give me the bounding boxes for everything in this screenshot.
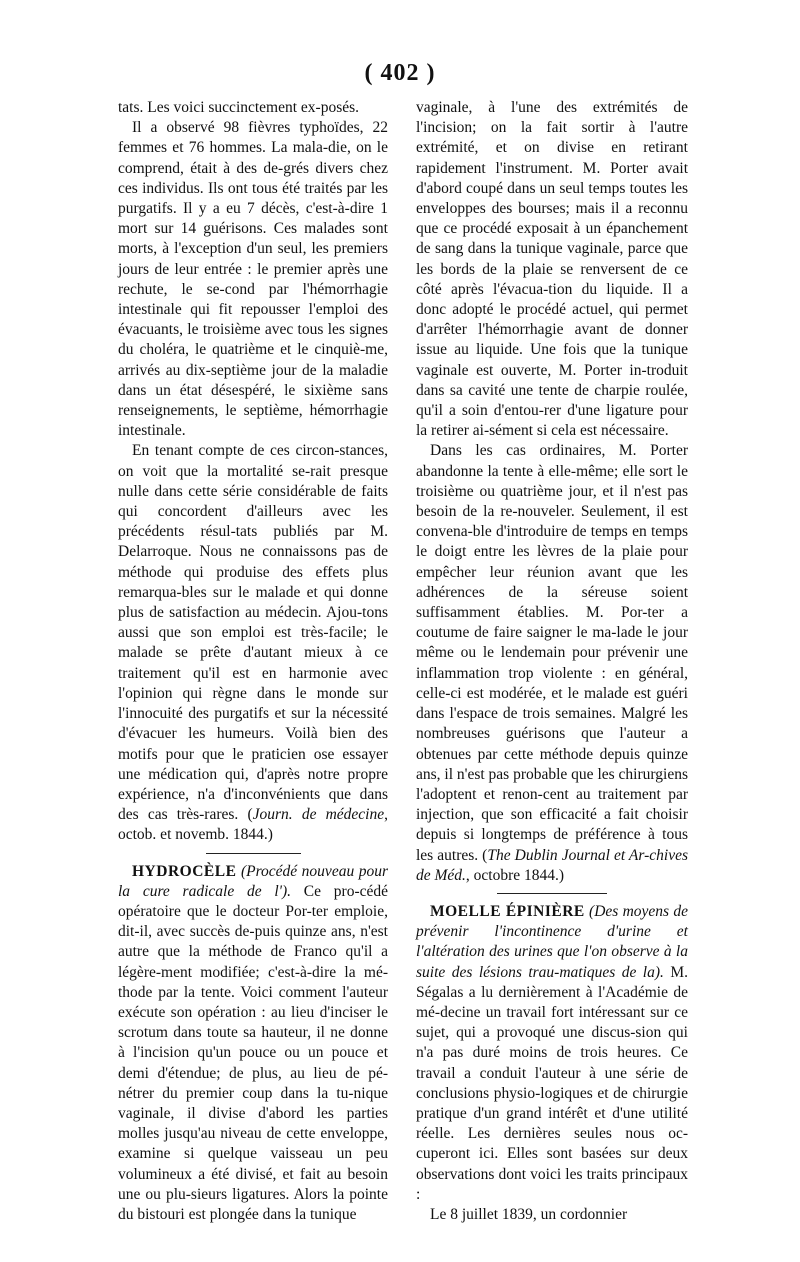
paragraph	[118, 441, 388, 845]
paragraph	[118, 862, 388, 1226]
paragraph-text: Dans les cas ordinaires, M. Porter abandonne la tente à elle-même; elle sort le troisième ou quatrième jour, et il n'est pas besoin de la re-nouveler. Seulement, il est convena-ble d'introduire de temps en temps le doigt entre les lèvres de la plaie pour empêcher leur réunion avant que les adhérences de la séreuse soient suffisamment établies. M. Por-ter a coutume de faire saigner le ma-lade le jour même ou le lendemain pour prévenir une inflammation trop violente : en général, celle-ci est modérée, et le malade est guéri dans l'espace de trois semaines. Malgré les nombreuses guérisons que l'auteur a obtenues par cette méthode depuis quinze ans, il n'est pas probable que les chirurgiens l'adoptent et renon-cent au traitement par injection, que son efficacité a fait choisir depuis si longtemps de préférence à tous les autres. (	[416, 442, 688, 864]
section-title: HYDROCÈLE	[132, 862, 237, 880]
section-title: MOELLE ÉPINIÈRE	[430, 902, 585, 920]
left-column	[118, 98, 388, 1225]
paragraph	[416, 902, 688, 1205]
paragraph	[416, 441, 688, 885]
paragraph-text: M. Ségalas a lu dernièrement à l'Académie de mé-decine un travail fort intéressant sur ce sujet, qui a provoqué une discus-sion qui n'a pas duré moins de trois heures. Ce travail a conduit l'auteur à une série de conclusions physio-logiques et de chirurgie pratique d'un grand intérêt et d'une utilité réelle. Les dernières seules nous oc-cuperont ici. Elles sont basées sur deux observations dont voici les traits principaux :	[416, 963, 689, 1203]
paragraph: tats. Les voici succinctement ex-posés.	[118, 99, 360, 116]
paragraph: vaginale, à l'une des extrémités de l'incision; on la fait sortir à l'autre extrémité, et on divise en retirant rapidement l'instrument. M. Porter avait d'abord coupé dans un seul temps toutes les enveloppes des bourses; mais il a reconnu que ce procédé exposait à un épanchement de sang dans la tunique vaginale, parce que les bords de la plaie se renversent de ce côté après l'évacua-tion du liquide. Il a donc adopté le procédé actuel, qui permet d'arrêter l'hémorrhagie avant de donner issue au liquide. Une fois que la tunique vaginale est ouverte, M. Porter in-troduit dans sa cavité une tente de charpie roulée, qu'il a soin d'entou-rer d'une ligature pour la retirer ai-sément si cela est nécessaire.	[416, 99, 688, 440]
citation-date: , octob. et novemb. 1844.)	[118, 806, 388, 844]
source-citation: Journ. de médecine	[252, 806, 385, 824]
page-number: ( 402 )	[364, 60, 436, 86]
citation-date: , octobre 1844.)	[465, 866, 565, 884]
paragraph-text: En tenant compte de ces circon-stances, on voit que la mortalité se-rait presque nulle dans cette série considérable de faits qui concordent d'ailleurs avec les précédents résul-tats publiés par M. Delarroque. Nous ne connaissons pas de méthode qui produise des effets plus remarqua-bles sur le malade et qui donne plus de satisfaction au médecin. Ajou-tons aussi que son emploi est très-facile; le malade se prête d'autant mieux à ce traitement qu'il est en harmonie avec l'opinion qui règne dans le monde sur l'innocuité des purgatifs et sur la nécessité d'évacuer les humeurs. Voilà bien des motifs pour que le praticien ose essayer une médication qui, d'après notre propre expérience, n'a d'inconvénients que dans des cas très-rares. (	[118, 442, 388, 824]
section-divider	[497, 893, 607, 894]
right-column	[416, 98, 688, 1225]
paragraph: Il a observé 98 fièvres typhoïdes, 22 femmes et 76 hommes. La mala-die, on le comprend, était à des de-grés divers chez ces individus. Ils ont tous été traités par les purgatifs. Il y a eu 7 décès, c'est-à-dire 1 mort sur 14 guérisons. Ces malades sont morts, à l'exception d'un seul, les premiers jours de leur entrée : le premier après une rechute, le se-cond par l'hémorrhagie intestinale qui fit repousser l'emploi des évacuants, le troisième avec tous les signes du choléra, le quatrième et le cinquiè-me, arrivés au dix-septième jour de la maladie dans un état désespéré, le sixième sans renseignements, le septième, hémorrhagie intestinale.	[118, 119, 388, 440]
section-subtitle: (Procédé nouveau pour la cure radicale de l').	[118, 862, 388, 900]
paragraph-text: Ce pro-cédé opératoire que le docteur Por-ter emploie, dit-il, avec succès de-puis quinze ans, n'est autre que la méthode de Franco qu'il a légère-ment modifiée; c'est-à-dire la mé-thode par la tente. Voici comment l'auteur exécute son opération : au lieu d'inciser le scrotum dans toute sa hauteur, il ne donne à l'incision qu'un pouce ou un pouce et demi d'étendue; de plus, au lieu de pé-nétrer du premier coup dans la tu-nique vaginale, il divise d'abord les parties molles jusqu'au niveau de cette enveloppe, examine si quelque vaisseau un peu volumineux a été divisé, et fait au besoin une ou plu-sieurs ligatures. Alors la pointe du bistouri est plongée dans la tunique	[118, 882, 388, 1223]
section-divider	[206, 853, 301, 854]
source-citation: The Dublin Journal et Ar-chives de Méd.	[416, 846, 688, 884]
paragraph: Le 8 juillet 1839, un cordonnier	[430, 1205, 628, 1223]
section-subtitle: (Des moyens de prévenir l'incontinence d'urine et l'altération des urines que l'on observe à la suite des lésions trau-matiques de la).	[416, 902, 688, 981]
